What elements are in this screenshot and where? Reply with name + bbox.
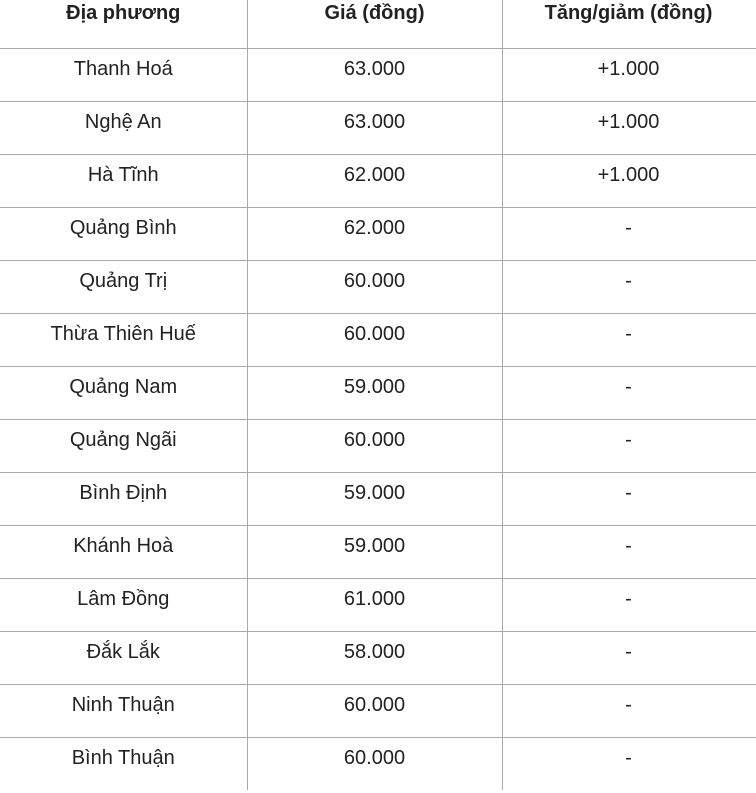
price-cell-text: 60.000 (343, 428, 406, 451)
location-cell-text: Thừa Thiên Huế (50, 322, 196, 345)
price-cell (247, 685, 502, 738)
table-row (0, 102, 755, 155)
table-row (0, 526, 755, 579)
table-row (0, 473, 755, 526)
location-cell-text: Ninh Thuận (71, 693, 175, 716)
location-cell (0, 367, 247, 420)
change-cell (502, 420, 755, 473)
location-cell (0, 261, 247, 314)
location-cell-text: Khánh Hoà (73, 534, 174, 557)
price-cell-text: 63.000 (343, 57, 406, 80)
change-cell (502, 314, 755, 367)
change-cell-text: - (625, 481, 632, 504)
location-cell (0, 420, 247, 473)
location-cell-text: Quảng Bình (69, 216, 177, 239)
table-row (0, 738, 755, 791)
table-row (0, 49, 755, 102)
price-cell-text: 63.000 (343, 110, 406, 133)
change-cell-text: +1.000 (597, 57, 660, 80)
change-cell-text: - (625, 428, 632, 451)
table-row (0, 420, 755, 473)
change-cell (502, 526, 755, 579)
price-cell-text: 60.000 (343, 746, 406, 769)
location-cell (0, 49, 247, 102)
header-location: Địa phương (0, 0, 247, 49)
change-cell-text: - (625, 534, 632, 557)
change-cell-text: - (625, 269, 632, 292)
table-row (0, 314, 755, 367)
price-cell (247, 420, 502, 473)
table-row (0, 155, 755, 208)
price-cell-text: 59.000 (343, 375, 406, 398)
change-cell-text: - (625, 375, 632, 398)
location-cell (0, 314, 247, 367)
change-cell (502, 261, 755, 314)
price-cell-text: 62.000 (343, 216, 406, 239)
price-cell (247, 632, 502, 685)
price-cell (247, 49, 502, 102)
change-cell (502, 102, 755, 155)
table-row (0, 685, 755, 738)
location-cell-text: Quảng Ngãi (69, 428, 177, 451)
table-row (0, 632, 755, 685)
location-cell-text: Nghệ An (84, 110, 162, 133)
change-cell-text: +1.000 (597, 110, 660, 133)
change-cell-text: - (625, 640, 632, 663)
location-cell-text: Quảng Nam (69, 375, 178, 398)
location-cell-text: Bình Định (79, 481, 168, 504)
price-cell (247, 208, 502, 261)
change-cell-text: - (625, 693, 632, 716)
location-cell (0, 473, 247, 526)
price-cell-text: 62.000 (343, 163, 406, 186)
location-cell (0, 632, 247, 685)
price-cell (247, 367, 502, 420)
table-row (0, 208, 755, 261)
location-cell-text: Lâm Đồng (77, 587, 170, 610)
location-cell (0, 526, 247, 579)
change-cell (502, 632, 755, 685)
change-cell-text: - (625, 216, 632, 239)
table-row (0, 367, 755, 420)
price-cell-text: 59.000 (343, 481, 406, 504)
change-cell-text: - (625, 587, 632, 610)
change-cell-text: +1.000 (597, 163, 660, 186)
price-cell (247, 526, 502, 579)
change-cell (502, 738, 755, 791)
header-row (0, 0, 755, 49)
table-row (0, 579, 755, 632)
price-cell (247, 314, 502, 367)
header-change: Tăng/giảm (đồng) (502, 0, 755, 49)
change-cell (502, 208, 755, 261)
price-cell (247, 738, 502, 791)
table-row (0, 261, 755, 314)
location-cell-text: Bình Thuận (71, 746, 175, 769)
change-cell (502, 473, 755, 526)
header-price: Giá (đồng) (247, 0, 502, 49)
location-cell (0, 579, 247, 632)
price-cell (247, 155, 502, 208)
price-cell-text: 60.000 (343, 693, 406, 716)
price-cell-text: 60.000 (343, 322, 406, 345)
change-cell (502, 579, 755, 632)
change-cell (502, 367, 755, 420)
price-cell (247, 579, 502, 632)
location-cell-text: Thanh Hoá (73, 57, 173, 80)
price-cell-text: 60.000 (343, 269, 406, 292)
price-cell-text: 58.000 (343, 640, 406, 663)
location-cell (0, 102, 247, 155)
price-cell-text: 61.000 (343, 587, 406, 610)
location-cell-text: Quảng Trị (79, 269, 168, 292)
location-cell (0, 738, 247, 791)
location-cell-text: Hà Tĩnh (87, 163, 159, 186)
change-cell (502, 49, 755, 102)
table-body (0, 49, 755, 791)
price-cell (247, 473, 502, 526)
price-cell (247, 102, 502, 155)
location-cell (0, 208, 247, 261)
location-cell-text: Đắk Lắk (86, 640, 160, 663)
location-cell (0, 685, 247, 738)
change-cell-text: - (625, 746, 632, 769)
change-cell (502, 685, 755, 738)
price-cell-text: 59.000 (343, 534, 406, 557)
change-cell (502, 155, 755, 208)
table-header (0, 0, 755, 49)
change-cell-text: - (625, 322, 632, 345)
price-cell (247, 261, 502, 314)
location-cell (0, 155, 247, 208)
